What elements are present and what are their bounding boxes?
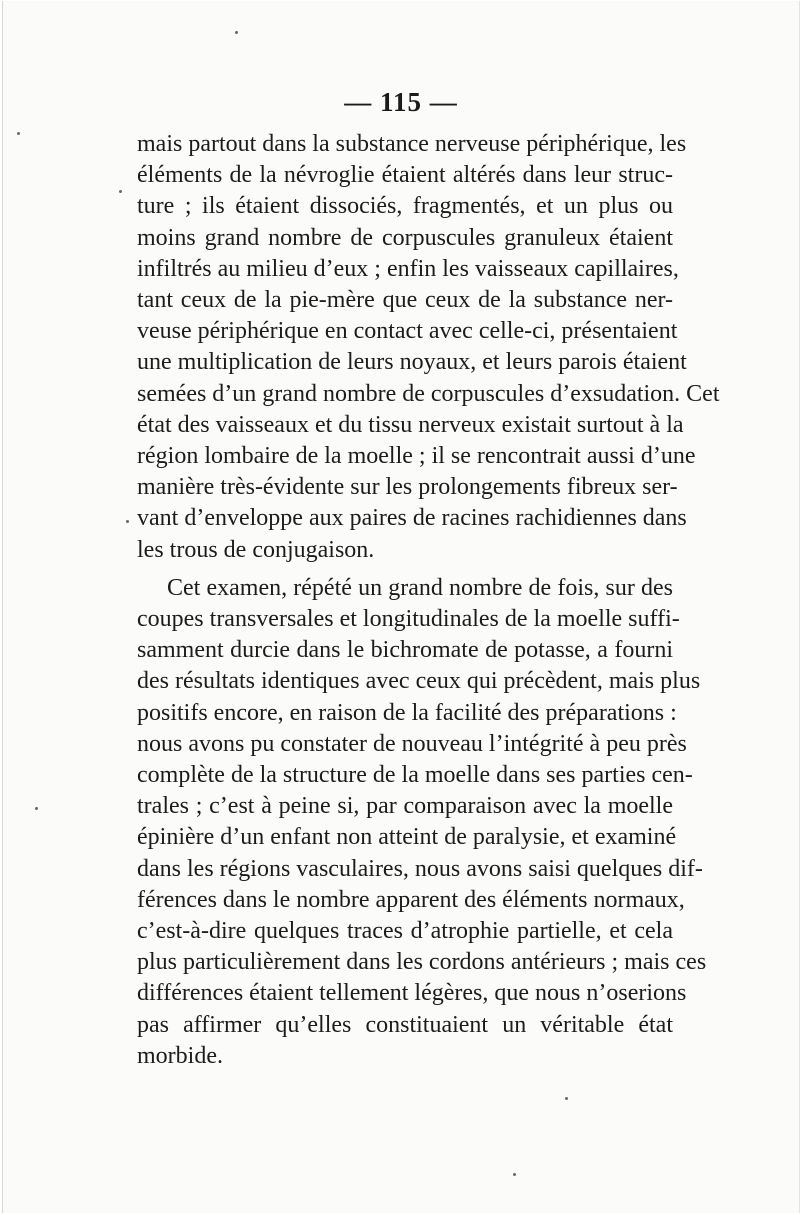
- paragraph-gap: [137, 566, 673, 573]
- text-line: différences étaient tellement légères, que nous n’oserions: [137, 980, 687, 1007]
- text-line: mais partout dans la substance nerveuse périphérique, les: [137, 131, 687, 157]
- book-page: [2, 1, 800, 1213]
- text-line: dans les régions vasculaires, nous avons saisi quelques dif-: [137, 855, 703, 882]
- ink-speck: [235, 31, 238, 34]
- text-line: c’est-à-dire quelques traces d’atrophie partielle, et cela: [137, 918, 673, 945]
- text-line: région lombaire de la moelle ; il se rencontrait aussi d’une: [137, 443, 696, 470]
- text-line: complète de la structure de la moelle dans ses parties cen-: [137, 762, 693, 789]
- text-line: éléments de la névroglie étaient altérés dans leur struc-: [137, 162, 673, 189]
- text-line: veuse périphérique en contact avec celle-ci, présentaient: [137, 318, 678, 345]
- text-line: épinière d’un enfant non atteint de paralysie, et examiné: [137, 824, 677, 851]
- paragraph-2: [137, 573, 707, 1072]
- text-line: des résultats identiques avec ceux qui précèdent, mais plus: [137, 668, 701, 695]
- ink-speck: [513, 1173, 516, 1176]
- text-line: nous avons pu constater de nouveau l’intégrité à peu près: [137, 730, 687, 757]
- body-text: [137, 129, 720, 1072]
- text-line: ture ; ils étaient dissociés, fragmentés, et un plus ou: [137, 193, 673, 220]
- text-line: manière très-évidente sur les prolongements fibreux ser-: [137, 474, 678, 501]
- text-line: semées d’un grand nombre de corpuscules d’exsudation. Cet: [137, 380, 720, 407]
- ink-speck: [17, 132, 20, 135]
- text-line: morbide.: [137, 1042, 223, 1069]
- text-line: tant ceux de la pie-mère que ceux de la substance ner-: [137, 287, 673, 314]
- ink-speck: [35, 807, 38, 810]
- ink-speck: [126, 520, 129, 523]
- text-line: coupes transversales et longitudinales de la moelle suffi-: [137, 606, 680, 633]
- text-line: férences dans le nombre apparent des éléments normaux,: [137, 886, 685, 913]
- text-line: état des vaisseaux et du tissu nerveux existait surtout à la: [137, 411, 684, 438]
- ink-speck: [565, 1097, 568, 1100]
- text-line: les trous de conjugaison.: [137, 536, 375, 563]
- text-line: Cet examen, répété un grand nombre de fois, sur des: [167, 574, 673, 601]
- text-line: une multiplication de leurs noyaux, et leurs parois étaient: [137, 349, 687, 376]
- paragraph-1: [137, 129, 720, 566]
- ink-speck: [119, 190, 122, 193]
- page-number: — 115 —: [344, 87, 458, 117]
- text-line: pas affirmer qu’elles constituaient un véritable état: [137, 1011, 673, 1038]
- text-line: samment durcie dans le bichromate de potasse, a fourni: [137, 637, 673, 664]
- text-line: trales ; c’est à peine si, par comparaison avec la moelle: [137, 793, 673, 820]
- text-line: positifs encore, en raison de la facilité des préparations :: [137, 699, 677, 726]
- text-line: plus particulièrement dans les cordons antérieurs ; mais ces: [137, 949, 707, 976]
- text-line: moins grand nombre de corpuscules granuleux étaient: [137, 224, 673, 251]
- text-line: vant d’enveloppe aux paires de racines rachidiennes dans: [137, 505, 687, 532]
- text-line: infiltrés au milieu d’eux ; enfin les vaisseaux capillaires,: [137, 255, 679, 282]
